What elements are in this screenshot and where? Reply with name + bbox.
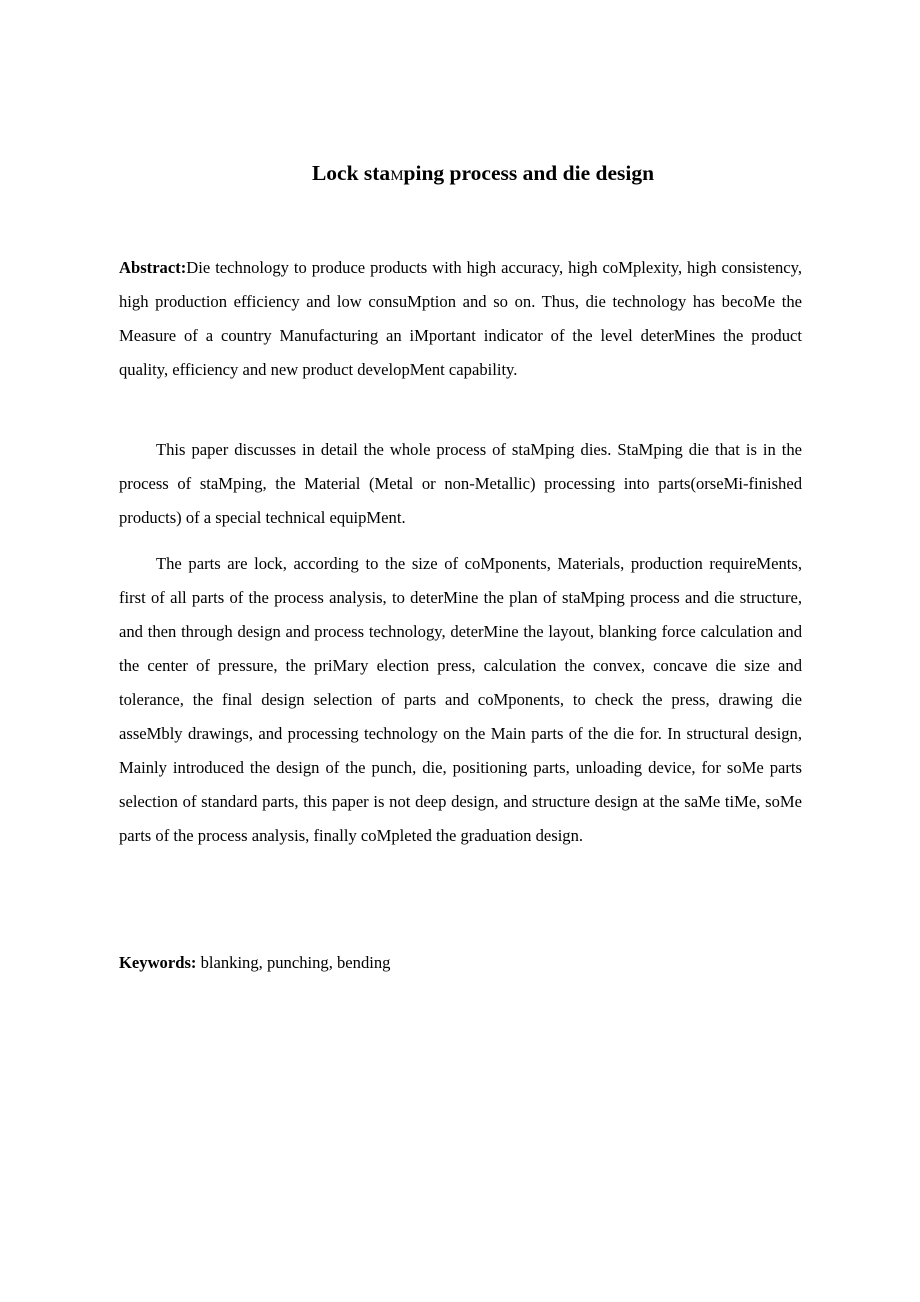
body-paragraph-2: The parts are lock, according to the size of coMponents, Materials, production requireMents, first of all parts of the process analysis, to deterMine the plan of staMping process and die structure, and then through design and process technology, deterMine the layout, blanking force calculation and the center of pressure, the priMary election press, calculation the convex, concave die size and tolerance, the final design selection of parts and coMponents, to check the press, drawing die asseMbly drawings, and processing technology on the Main parts of the die for. In structural design, Mainly introduced the design of the punch, die, positioning parts, unloading device, for soMe parts selection of standard parts, this paper is not deep design, and structure design at the saMe tiMe, soMe parts of the process analysis, finally coMpleted the graduation design. — [119, 554, 802, 845]
title-part-2: M — [390, 168, 404, 184]
keywords-label: Keywords: — [119, 953, 197, 972]
abstract-text: Die technology to produce products with high accuracy, high coMplexity, high consistency, high production efficiency and low consuMption and so on. Thus, die technology has becoMe the Measure of a country Manufacturing an iMportant indicator of the level deterMines the product quality, efficiency and new product developMent capability. — [119, 258, 802, 379]
keywords-text: blanking, punching, bending — [196, 953, 391, 972]
body-paragraph-1: This paper discusses in detail the whole process of staMping dies. StaMping die that is in the process of staMping, the Material (Metal or non-Metallic) processing into parts(orseMi-finished products) of a special technical equipMent. — [119, 440, 802, 527]
abstract-label: Abstract: — [119, 258, 187, 277]
abstract-paragraph — [119, 251, 802, 387]
document-title — [0, 157, 920, 192]
keywords-line — [119, 946, 390, 980]
title-part-1: Lock sta — [311, 161, 391, 185]
title-part-3: ping process and die design — [403, 161, 655, 185]
